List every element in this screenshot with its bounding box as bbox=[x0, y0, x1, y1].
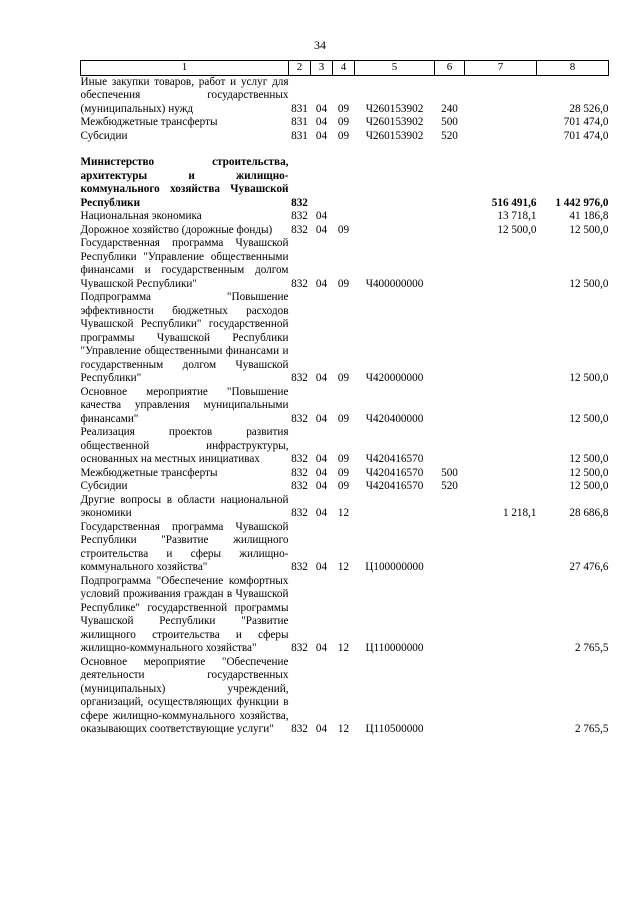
row-value-cell-col3: 04 bbox=[315, 561, 328, 573]
column-header-2: 2 bbox=[289, 61, 311, 76]
row-value-cell-col2: 832 bbox=[291, 642, 308, 654]
table-row bbox=[81, 521, 609, 575]
row-value-cell-col8: 41 186,8 bbox=[569, 210, 609, 222]
row-value-cell-col8: 2 765,5 bbox=[574, 723, 609, 735]
row-name-cell: Подпрограмма "Обеспечение комфортных условий проживания граждан в Чувашской Республике" государственной программы Чувашской Республики "Развитие жилищного строительства и сферы жилищно-коммунального хозяйства" bbox=[80, 574, 289, 654]
row-name-cell: Межбюджетные трансферты bbox=[80, 466, 218, 479]
row-value-cell-col4: 12 bbox=[337, 561, 350, 573]
row-value-cell-col6 bbox=[435, 291, 465, 386]
row-value-cell-col6 bbox=[435, 156, 465, 210]
table-row bbox=[81, 656, 609, 737]
row-value-cell-col8: 12 500,0 bbox=[569, 466, 609, 479]
row-value-cell-col5 bbox=[355, 210, 435, 224]
row-name-cell: Основное мероприятие "Повышение качества управления муниципальными финансами" bbox=[80, 385, 289, 425]
row-value-cell-col3: 04 bbox=[315, 412, 328, 425]
page-number: 34 bbox=[314, 38, 326, 52]
table-row bbox=[81, 480, 609, 494]
row-value-cell-col7: 516 491,6 bbox=[491, 196, 537, 209]
column-header-7: 7 bbox=[465, 61, 537, 76]
row-value-cell-col8: 28 686,8 bbox=[569, 507, 609, 519]
row-value-cell-col8: 12 500,0 bbox=[569, 372, 609, 384]
row-value-cell-col2: 832 bbox=[291, 466, 308, 479]
row-value-cell-col7 bbox=[465, 467, 537, 481]
column-header-1: 1 bbox=[81, 61, 289, 76]
row-value-cell-col3: 04 bbox=[315, 453, 328, 465]
row-value-cell-col5: Ч420000000 bbox=[365, 372, 424, 384]
row-value-cell-col6: 520 bbox=[441, 129, 458, 142]
row-value-cell-col3: 04 bbox=[315, 116, 328, 128]
row-value-cell-col7 bbox=[465, 480, 537, 494]
row-value-cell-col3: 04 bbox=[315, 480, 328, 492]
row-name-cell: Субсидии bbox=[80, 480, 128, 492]
row-value-cell-col5: Ч260153902 bbox=[365, 102, 424, 115]
table-row bbox=[81, 494, 609, 521]
table-header-row bbox=[81, 61, 609, 76]
row-value-cell-col4: 09 bbox=[337, 129, 350, 142]
table-row bbox=[81, 130, 609, 144]
row-value-cell-col7: 1 218,1 bbox=[502, 507, 537, 519]
row-value-cell-col4 bbox=[333, 210, 355, 224]
column-header-5: 5 bbox=[355, 61, 435, 76]
row-value-cell-col2: 832 bbox=[291, 507, 308, 519]
row-value-cell-col4: 09 bbox=[337, 453, 350, 465]
row-value-cell-col5: Ц100000000 bbox=[365, 561, 424, 573]
row-value-cell-col6 bbox=[435, 426, 465, 467]
row-value-cell-col4: 09 bbox=[337, 480, 350, 492]
table-row bbox=[81, 291, 609, 386]
row-value-cell-col5: Ч420416570 bbox=[365, 466, 424, 479]
row-value-cell-col2: 832 bbox=[291, 196, 308, 209]
row-value-cell-col7 bbox=[465, 656, 537, 737]
budget-table bbox=[80, 60, 609, 737]
row-value-cell-col5: Ц110500000 bbox=[365, 723, 424, 735]
row-value-cell-col8: 12 500,0 bbox=[569, 412, 609, 425]
row-value-cell-col4: 09 bbox=[337, 277, 350, 290]
row-value-cell-col5: Ч260153902 bbox=[365, 116, 424, 128]
row-value-cell-col6 bbox=[435, 210, 465, 224]
table-row bbox=[81, 426, 609, 467]
row-value-cell-col2: 832 bbox=[291, 277, 308, 290]
row-value-cell-col3 bbox=[311, 156, 333, 210]
row-value-cell-col3: 04 bbox=[315, 277, 328, 290]
row-name-cell: Дорожное хозяйство (дорожные фонды) bbox=[80, 223, 273, 236]
row-value-cell-col3: 04 bbox=[315, 466, 328, 479]
row-value-cell-col5: Ч420416570 bbox=[365, 480, 424, 492]
spacer-row bbox=[81, 143, 609, 156]
row-value-cell-col5: Ч420400000 bbox=[365, 412, 424, 425]
table-row bbox=[81, 237, 609, 291]
row-value-cell-col6 bbox=[435, 575, 465, 656]
row-value-cell-col8: 12 500,0 bbox=[569, 453, 609, 465]
table-row bbox=[81, 116, 609, 130]
row-value-cell-col8: 12 500,0 bbox=[569, 480, 609, 492]
row-value-cell-col2: 832 bbox=[291, 412, 308, 425]
row-value-cell-col5: Ч420416570 bbox=[365, 453, 424, 465]
row-value-cell-col4: 12 bbox=[337, 642, 350, 654]
row-value-cell-col4: 12 bbox=[337, 723, 350, 735]
row-name-cell: Иные закупки товаров, работ и услуг для обеспечения государственных (муниципальных) нужд bbox=[80, 75, 289, 115]
row-value-cell-col3: 04 bbox=[315, 723, 328, 735]
row-value-cell-col2: 832 bbox=[291, 453, 308, 465]
row-value-cell-col4: 12 bbox=[337, 507, 350, 519]
row-value-cell-col5: Ц110000000 bbox=[365, 642, 424, 654]
table-row bbox=[81, 224, 609, 238]
table-body bbox=[81, 75, 609, 737]
row-value-cell-col6 bbox=[435, 237, 465, 291]
row-value-cell-col7 bbox=[465, 237, 537, 291]
row-value-cell-col2: 832 bbox=[291, 561, 308, 573]
row-value-cell-col5: Ч400000000 bbox=[365, 277, 424, 290]
row-value-cell-col6 bbox=[435, 386, 465, 427]
row-name-cell: Основное мероприятие "Обеспечение деятельности государственных (муниципальных) учреждений, организаций, осуществляющих функции в сфере жилищно-коммунального хозяйства, оказывающих соответствующие услуги" bbox=[80, 655, 289, 735]
row-value-cell-col3: 04 bbox=[315, 102, 328, 115]
row-value-cell-col7 bbox=[465, 521, 537, 575]
row-value-cell-col4: 09 bbox=[337, 223, 350, 236]
row-value-cell-col5 bbox=[355, 224, 435, 238]
column-header-6: 6 bbox=[435, 61, 465, 76]
table-row bbox=[81, 575, 609, 656]
row-value-cell-col8: 27 476,6 bbox=[569, 561, 609, 573]
row-name-cell: Реализация проектов развития общественной инфраструктуры, основанных на местных инициативах bbox=[80, 426, 289, 465]
row-value-cell-col2: 831 bbox=[291, 102, 308, 115]
row-value-cell-col8: 12 500,0 bbox=[569, 223, 609, 236]
row-value-cell-col4 bbox=[333, 156, 355, 210]
row-value-cell-col3: 04 bbox=[315, 642, 328, 654]
row-value-cell-col8: 28 526,0 bbox=[569, 102, 609, 115]
row-value-cell-col3: 04 bbox=[315, 372, 328, 384]
row-value-cell-col2: 832 bbox=[291, 223, 308, 236]
row-value-cell-col6: 500 bbox=[441, 466, 458, 479]
table-row bbox=[81, 210, 609, 224]
row-value-cell-col6 bbox=[435, 521, 465, 575]
row-value-cell-col2: 832 bbox=[291, 210, 308, 222]
table-row bbox=[81, 386, 609, 427]
table-row bbox=[81, 75, 609, 116]
row-name-cell: Субсидии bbox=[80, 129, 128, 142]
row-name-cell: Государственная программа Чувашской Республики "Управление общественными финансами и государственным долгом Чувашской Республики" bbox=[80, 237, 289, 290]
row-name-cell: Национальная экономика bbox=[80, 210, 202, 222]
row-value-cell-col8: 701 474,0 bbox=[563, 129, 609, 142]
row-value-cell-col7 bbox=[465, 426, 537, 467]
row-value-cell-col8: 701 474,0 bbox=[563, 116, 609, 128]
row-value-cell-col7: 12 500,0 bbox=[497, 223, 537, 236]
row-value-cell-col7 bbox=[465, 575, 537, 656]
row-value-cell-col4: 09 bbox=[337, 102, 350, 115]
row-value-cell-col6 bbox=[435, 656, 465, 737]
row-name-cell: Подпрограмма "Повышение эффективности бюджетных расходов Чувашской Республики" государственной программы Чувашской Республики "Управление общественными финансами и государственным долгом Чувашской Республики" bbox=[80, 291, 289, 384]
table-row bbox=[81, 156, 609, 210]
row-value-cell-col7 bbox=[465, 291, 537, 386]
row-name-cell: Другие вопросы в области национальной экономики bbox=[80, 493, 289, 519]
column-header-3: 3 bbox=[311, 61, 333, 76]
row-value-cell-col4: 09 bbox=[337, 466, 350, 479]
row-value-cell-col7 bbox=[465, 130, 537, 144]
row-value-cell-col2: 832 bbox=[291, 372, 308, 384]
row-name-cell: Министерство строительства, архитектуры и жилищно-коммунального хозяйства Чувашской Республики bbox=[80, 156, 289, 209]
row-value-cell-col3: 04 bbox=[315, 210, 328, 222]
row-value-cell-col5 bbox=[355, 494, 435, 521]
row-value-cell-col5: Ч260153902 bbox=[365, 129, 424, 142]
row-name-cell: Государственная программа Чувашской Республики "Развитие жилищного строительства и сферы жилищно-коммунального хозяйства" bbox=[80, 520, 289, 573]
row-value-cell-col4: 09 bbox=[337, 116, 350, 128]
row-value-cell-col6: 500 bbox=[441, 116, 458, 128]
column-header-8: 8 bbox=[537, 61, 609, 76]
row-value-cell-col3: 04 bbox=[315, 507, 328, 519]
table-row bbox=[81, 467, 609, 481]
row-value-cell-col2: 832 bbox=[291, 480, 308, 492]
row-value-cell-col6 bbox=[435, 224, 465, 238]
row-value-cell-col7: 13 718,1 bbox=[497, 210, 537, 222]
row-value-cell-col2: 831 bbox=[291, 129, 308, 142]
row-name-cell: Межбюджетные трансферты bbox=[80, 116, 218, 128]
row-value-cell-col6: 520 bbox=[441, 480, 458, 492]
column-header-4: 4 bbox=[333, 61, 355, 76]
row-value-cell-col8: 12 500,0 bbox=[569, 277, 609, 290]
row-value-cell-col6: 240 bbox=[441, 102, 458, 115]
row-value-cell-col8: 2 765,5 bbox=[574, 642, 609, 654]
row-value-cell-col2: 831 bbox=[291, 116, 308, 128]
row-value-cell-col7 bbox=[465, 386, 537, 427]
row-value-cell-col6 bbox=[435, 494, 465, 521]
row-value-cell-col4: 09 bbox=[337, 372, 350, 384]
row-value-cell-col5 bbox=[355, 156, 435, 210]
row-value-cell-col4: 09 bbox=[337, 412, 350, 425]
row-value-cell-col8: 1 442 976,0 bbox=[555, 196, 609, 209]
row-value-cell-col2: 832 bbox=[291, 723, 308, 735]
row-value-cell-col7 bbox=[465, 75, 537, 116]
row-value-cell-col3: 04 bbox=[315, 129, 328, 142]
row-value-cell-col7 bbox=[465, 116, 537, 130]
row-value-cell-col3: 04 bbox=[315, 223, 328, 236]
